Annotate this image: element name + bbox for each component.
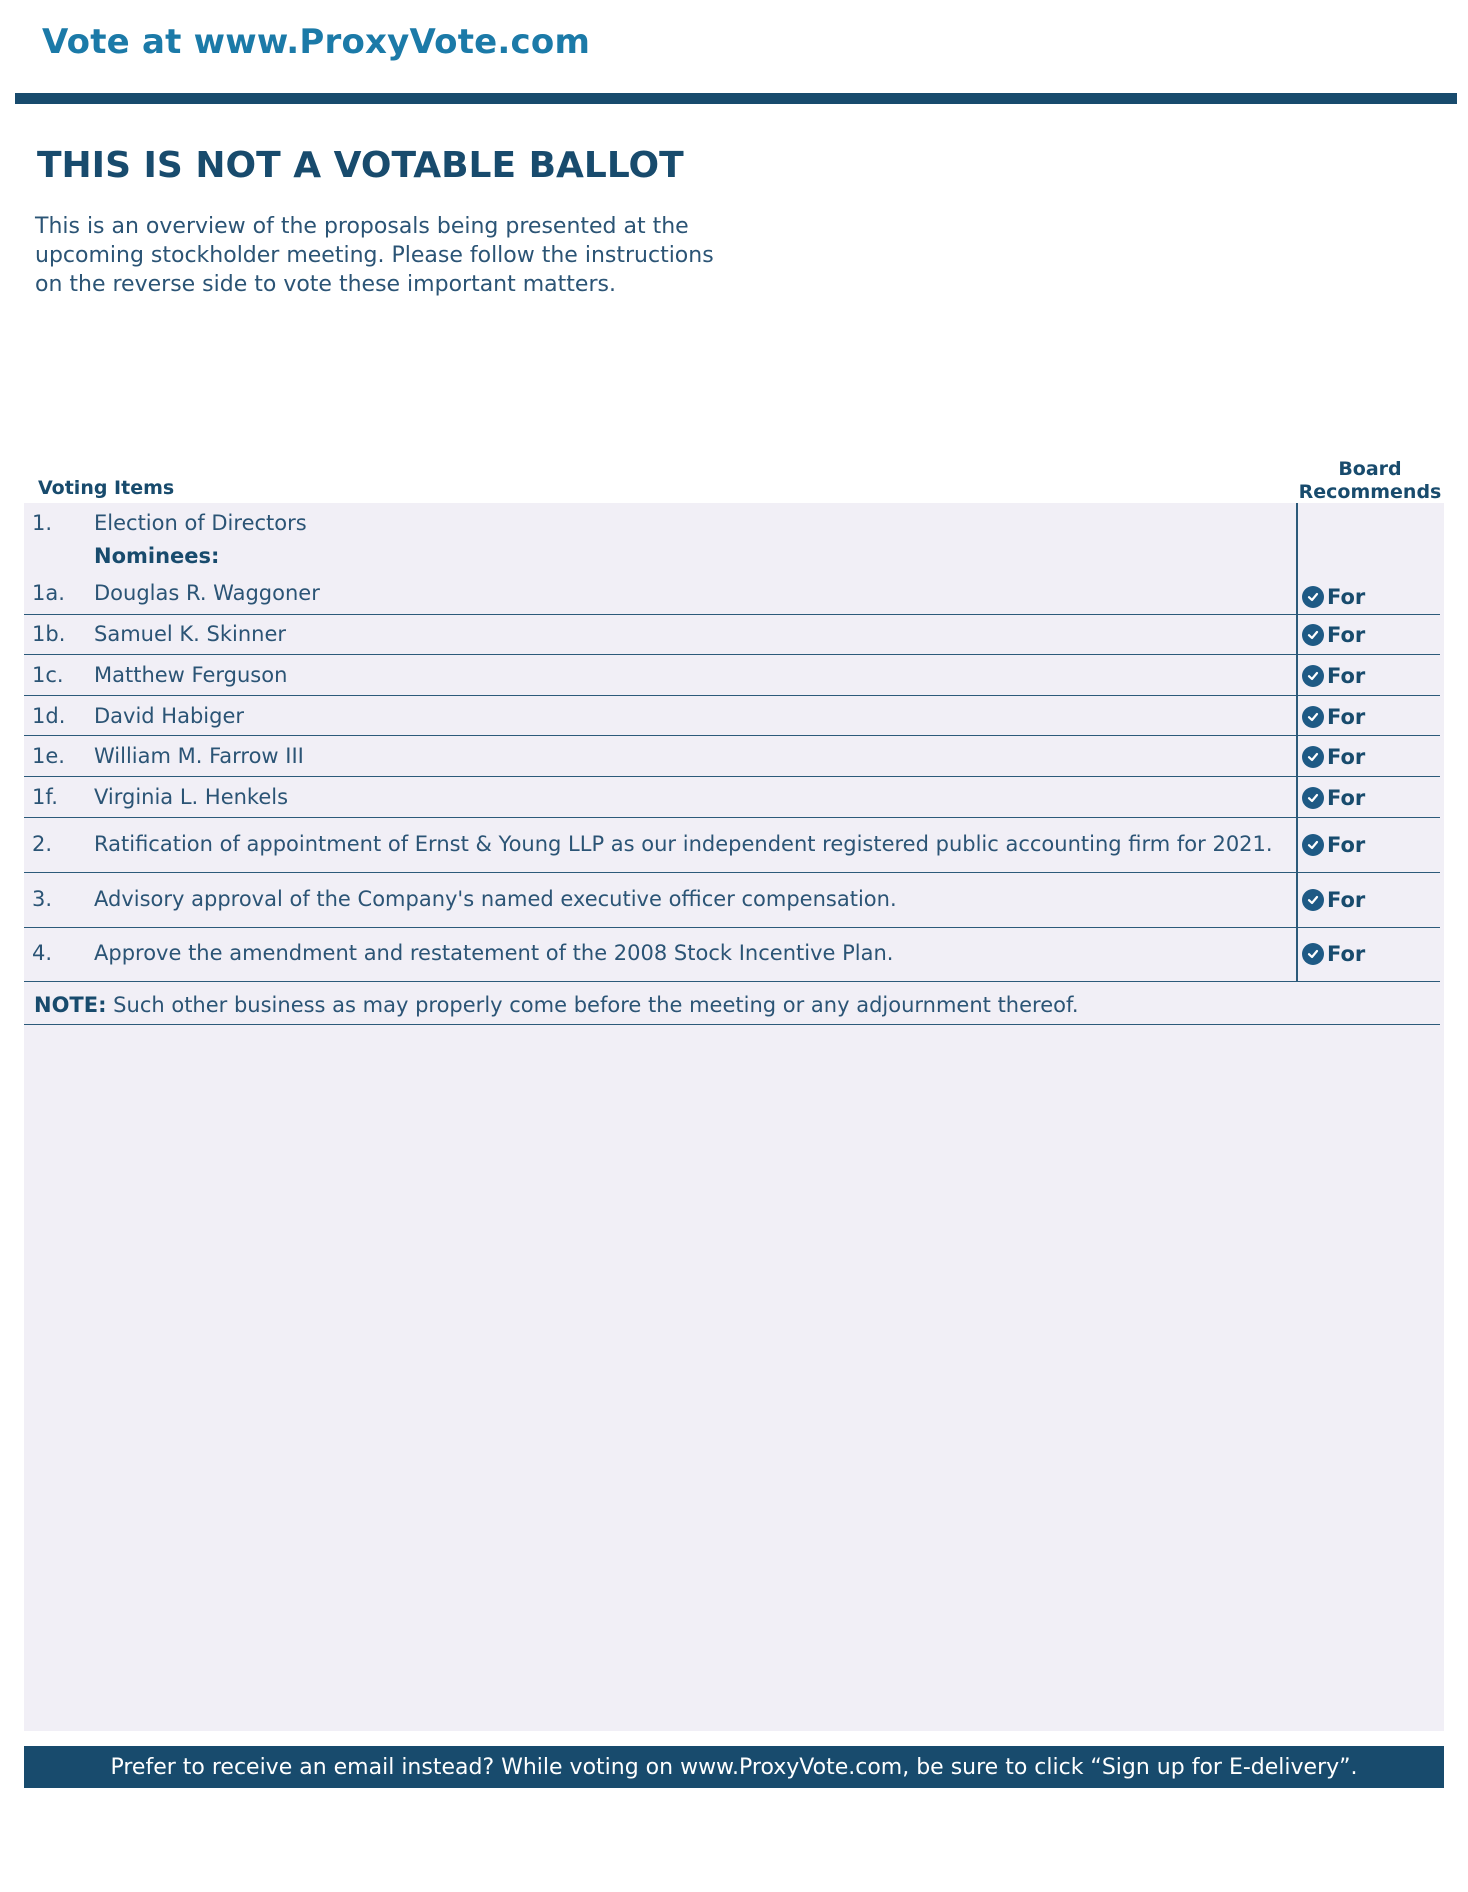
item-number: 3. [32, 887, 53, 911]
recommendation [1302, 585, 1365, 609]
table-row [24, 503, 1440, 615]
check-circle-icon [1302, 624, 1324, 646]
recommendation [1302, 833, 1365, 857]
check-circle-icon [1302, 889, 1324, 911]
item-label: Ratification of appointment of Ernst & Young LLP as our independent registered public accounting firm for 2021. [94, 832, 1273, 856]
item-number: 1e. [32, 744, 65, 768]
recommendation-label: For [1327, 833, 1366, 857]
check-circle-icon [1302, 834, 1324, 856]
board-header-line2: Recommends [1298, 481, 1442, 503]
check-circle-icon [1302, 706, 1324, 728]
footer-banner [24, 1746, 1444, 1788]
election-label: Election of Directors [94, 511, 307, 535]
recommendation-label: For [1327, 745, 1366, 769]
item-label: William M. Farrow III [94, 744, 304, 768]
item-number: 1a. [32, 581, 65, 605]
footer-text: Prefer to receive an email instead? While voting on www.ProxyVote.com, be sure to click “Sign up for E-delivery”. [110, 1754, 1358, 1780]
recommendation [1302, 942, 1365, 966]
table-row [24, 818, 1440, 873]
table-row [24, 655, 1440, 696]
item-label: Douglas R. Waggoner [94, 581, 320, 605]
page-title: THIS IS NOT A VOTABLE BALLOT [37, 145, 684, 186]
recommendation [1302, 786, 1365, 810]
table-row [24, 928, 1440, 982]
item-number: 1c. [32, 663, 64, 687]
recommendation-label: For [1327, 942, 1366, 966]
table-row [24, 777, 1440, 818]
board-recommends-header [1290, 458, 1450, 504]
recommendation-label: For [1327, 664, 1366, 688]
recommendation [1302, 888, 1365, 912]
intro-paragraph: This is an overview of the proposals being presented at the upcoming stockholder meeting. Please follow the instructions on the reverse side to vote these important matters. [35, 214, 714, 297]
recommendation-label: For [1327, 705, 1366, 729]
check-circle-icon [1302, 943, 1324, 965]
item-label: Matthew Ferguson [94, 663, 288, 687]
recommendation-label: For [1327, 786, 1366, 810]
table-row [24, 696, 1440, 736]
top-rule [15, 93, 1457, 104]
recommendation [1302, 623, 1365, 647]
table-row [24, 873, 1440, 928]
recommendation-label: For [1327, 888, 1366, 912]
item-number: 1b. [32, 622, 66, 646]
vote-url-heading: Vote at www.ProxyVote.com [42, 22, 591, 62]
item-number: 2. [32, 832, 53, 856]
item-label: David Habiger [94, 704, 245, 728]
item-label: Approve the amendment and restatement of the 2008 Stock Incentive Plan. [94, 941, 894, 965]
item-number: 1f. [32, 785, 58, 809]
check-circle-icon [1302, 586, 1324, 608]
item-number: 1d. [32, 704, 66, 728]
item-label: Samuel K. Skinner [94, 622, 287, 646]
nominees-label: Nominees: [94, 544, 220, 568]
item-label: Virginia L. Henkels [94, 785, 289, 809]
table-row [24, 736, 1440, 777]
election-number: 1. [32, 511, 53, 535]
table-row [24, 614, 1440, 655]
recommendation-label: For [1327, 585, 1366, 609]
note-text [34, 993, 1079, 1017]
check-circle-icon [1302, 746, 1324, 768]
recommendation-label: For [1327, 623, 1366, 647]
item-label: Advisory approval of the Company's named executive officer compensation. [94, 887, 897, 911]
check-circle-icon [1302, 665, 1324, 687]
recommendation [1302, 745, 1365, 769]
note-label: NOTE: [34, 993, 107, 1017]
board-header-line1: Board [1338, 458, 1402, 480]
note-body: Such other business as may properly come before the meeting or any adjournment thereof. [106, 993, 1079, 1017]
recommendation [1302, 664, 1365, 688]
item-number: 4. [32, 941, 53, 965]
recommendation [1302, 705, 1365, 729]
voting-items-header: Voting Items [38, 477, 175, 499]
check-circle-icon [1302, 787, 1324, 809]
